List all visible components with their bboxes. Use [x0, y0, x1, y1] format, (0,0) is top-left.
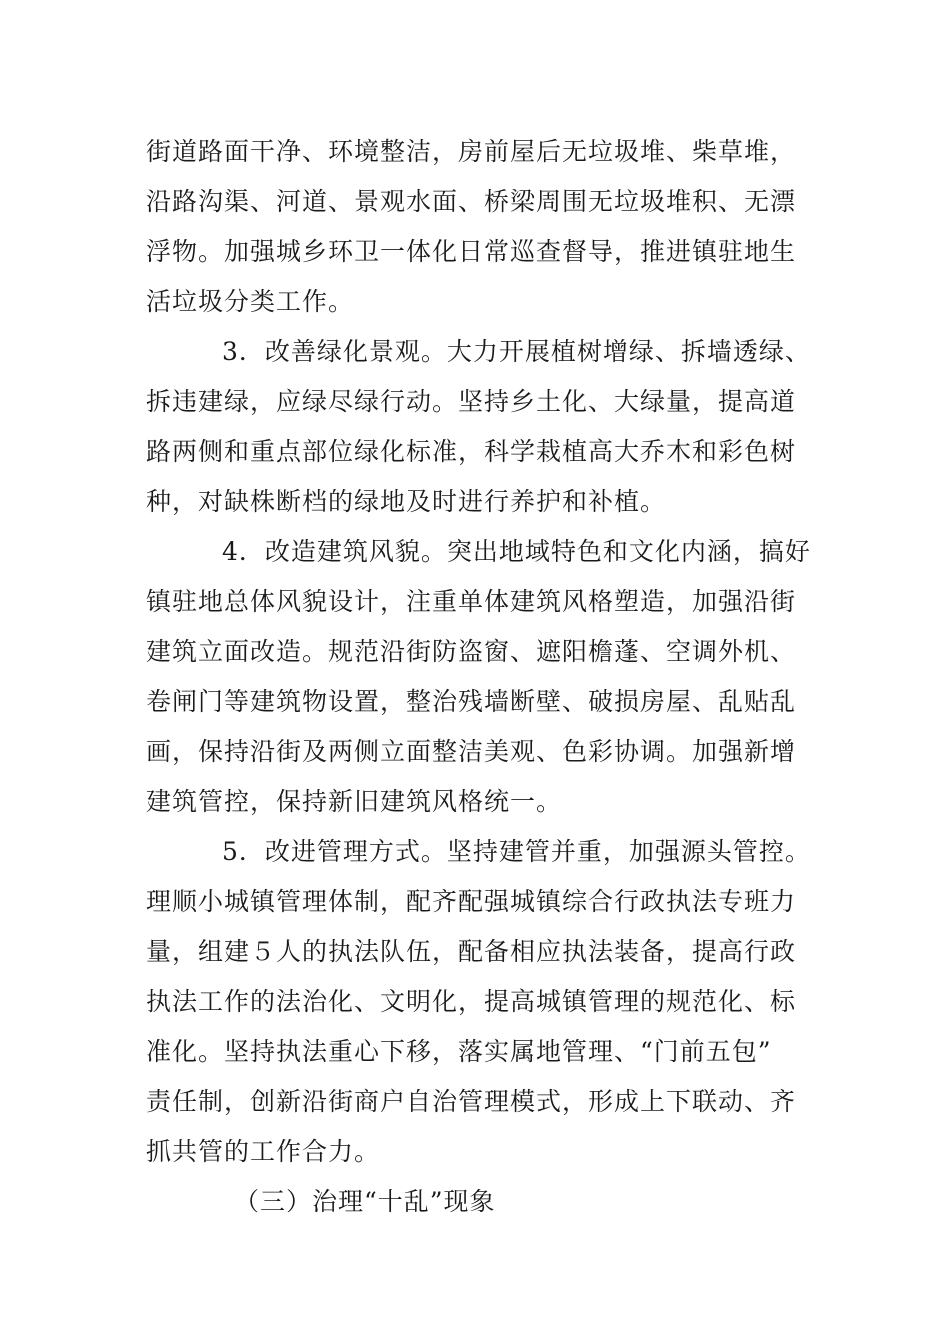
text-line: 拆违建绿，应绿尽绿行动。坚持乡土化、大绿量，提高道: [146, 387, 797, 416]
text-line: 街道路面干净、环境整洁，房前屋后无垃圾堆、柴草堆，: [146, 137, 797, 166]
text-line: 准化。坚持执法重心下移，落实属地管理、“门前五包”: [146, 1037, 772, 1066]
paragraph-start-line: 5．改进管理方式。坚持建管并重，加强源头管控。: [222, 837, 811, 866]
text-line: 种，对缺株断档的绿地及时进行养护和补植。: [146, 487, 667, 516]
text-line: 活垃圾分类工作。: [146, 287, 355, 316]
text-line: 建筑立面改造。规范沿街防盗窗、遮阳檐蓬、空调外机、: [146, 637, 797, 666]
text-line: 抓共管的工作合力。: [146, 1137, 381, 1166]
text-line: 执法工作的法治化、文明化，提高城镇管理的规范化、标: [146, 987, 797, 1016]
paragraph-start-line: 4．改造建筑风貌。突出地域特色和文化内涵，搞好: [222, 537, 811, 566]
text-line: 浮物。加强城乡环卫一体化日常巡查督导，推进镇驻地生: [146, 237, 797, 266]
text-line: 画，保持沿街及两侧立面整洁美观、色彩协调。加强新增: [146, 737, 797, 766]
text-line: 理顺小城镇管理体制，配齐配强城镇综合行政执法专班力: [146, 887, 797, 916]
text-line: 卷闸门等建筑物设置，整治残墙断壁、破损房屋、乱贴乱: [146, 687, 797, 716]
text-line: 沿路沟渠、河道、景观水面、桥梁周围无垃圾堆积、无漂: [146, 187, 797, 216]
text-line: 路两侧和重点部位绿化标准，科学栽植高大乔木和彩色树: [146, 437, 797, 466]
text-line: 建筑管控，保持新旧建筑风格统一。: [146, 787, 563, 816]
text-line: 责任制，创新沿街商户自治管理模式，形成上下联动、齐: [146, 1087, 797, 1116]
text-line: 镇驻地总体风貌设计，注重单体建筑风格塑造，加强沿街: [146, 587, 797, 616]
section-heading: （三）治理“十乱”现象: [234, 1187, 496, 1216]
paragraph-start-line: 3．改善绿化景观。大力开展植树增绿、拆墙透绿、: [222, 337, 811, 366]
text-line: 量，组建５人的执法队伍，配备相应执法装备，提高行政: [146, 937, 797, 966]
